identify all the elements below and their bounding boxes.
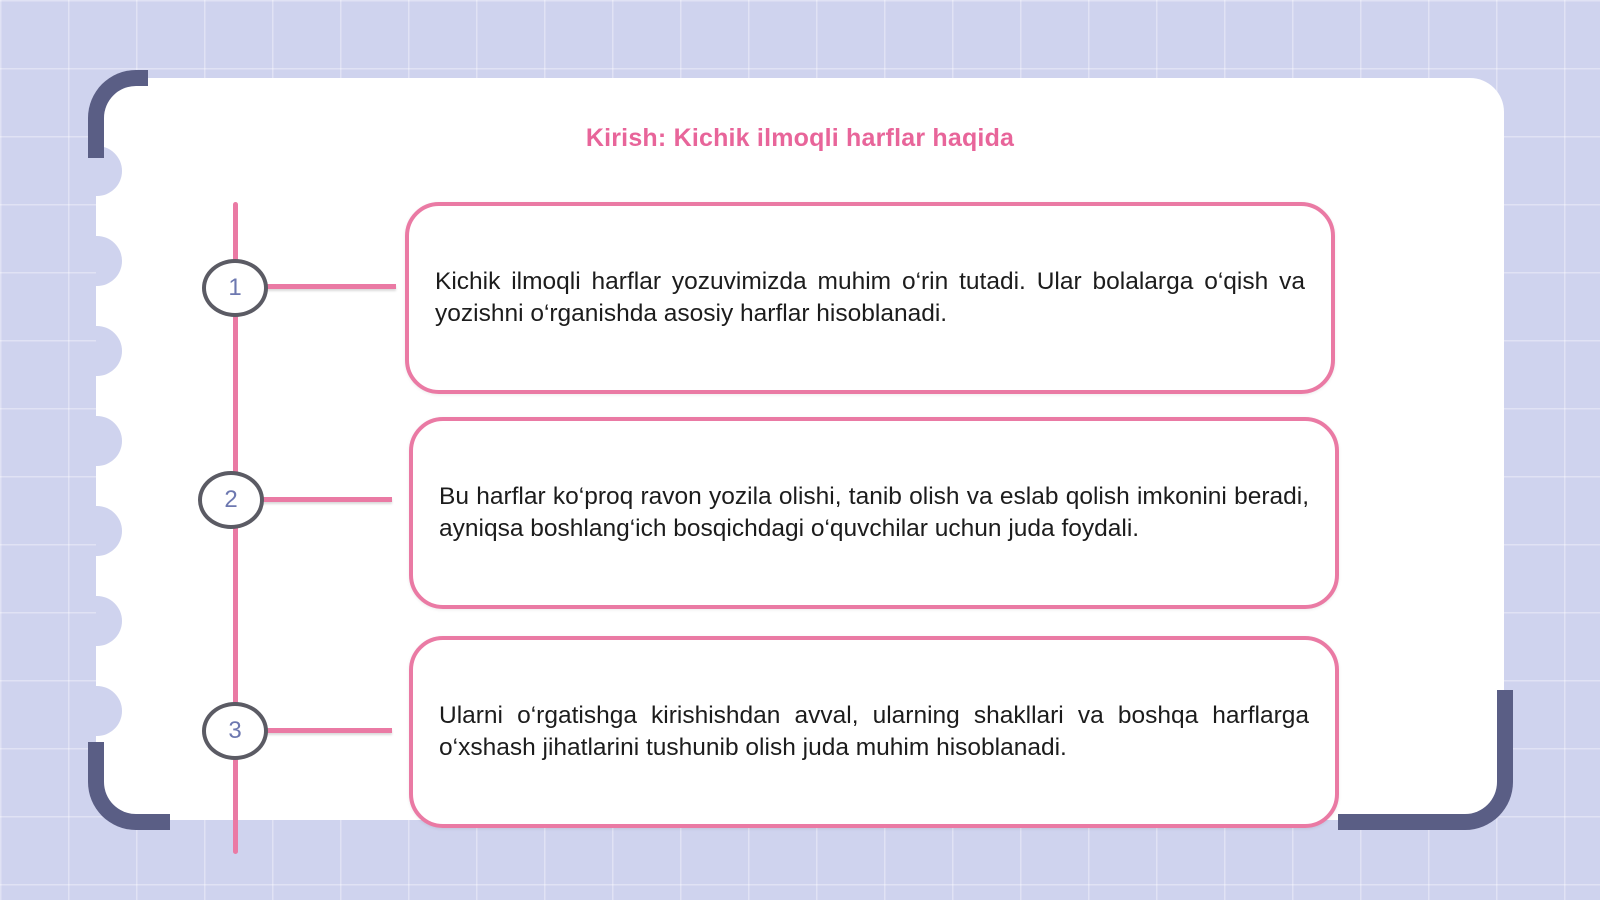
step-2-number-badge: [198, 471, 264, 529]
step-3-number-badge: [202, 702, 268, 760]
step-1-number-badge: [202, 259, 268, 317]
corner-bracket-bottom-right: [1338, 690, 1513, 830]
step-3-connector: [266, 728, 392, 733]
step-2-card: [409, 417, 1339, 609]
step-1-text: Kichik ilmoqli harflar yozuvimizda muhim o‘rin tutadi. Ular bolalarga o‘qish va yozishni o‘rganishda asosiy harflar hisoblanadi.: [435, 268, 1305, 327]
step-2-number: 2: [224, 486, 238, 513]
paper-notch: [96, 416, 122, 466]
step-3-number: 3: [228, 717, 242, 744]
paper-notch: [96, 686, 122, 736]
paper-notch: [96, 326, 122, 376]
step-3-text: Ularni o‘rgatishga kirishishdan avval, ularning shakllari va boshqa harflarga o‘xshash jihatlarini tushunib olish juda muhim hisoblanadi.: [439, 702, 1309, 761]
step-2-text: Bu harflar ko‘proq ravon yozila olishi, tanib olish va eslab qolish imkonini beradi, ayniqsa boshlang‘ich bosqichdagi o‘quvchilar uchun juda foydali.: [439, 483, 1309, 542]
paper-notch: [96, 596, 122, 646]
step-1-connector: [266, 284, 396, 289]
paper-notch: [96, 506, 122, 556]
step-2-connector: [262, 497, 392, 502]
corner-bracket-bottom-left: [88, 742, 170, 830]
paper-notch: [96, 236, 122, 286]
slide-title: Kirish: Kichik ilmoqli harflar haqida: [585, 124, 1015, 152]
step-1-number: 1: [228, 274, 242, 301]
step-3-card: [409, 636, 1339, 828]
step-1-card: [405, 202, 1335, 394]
